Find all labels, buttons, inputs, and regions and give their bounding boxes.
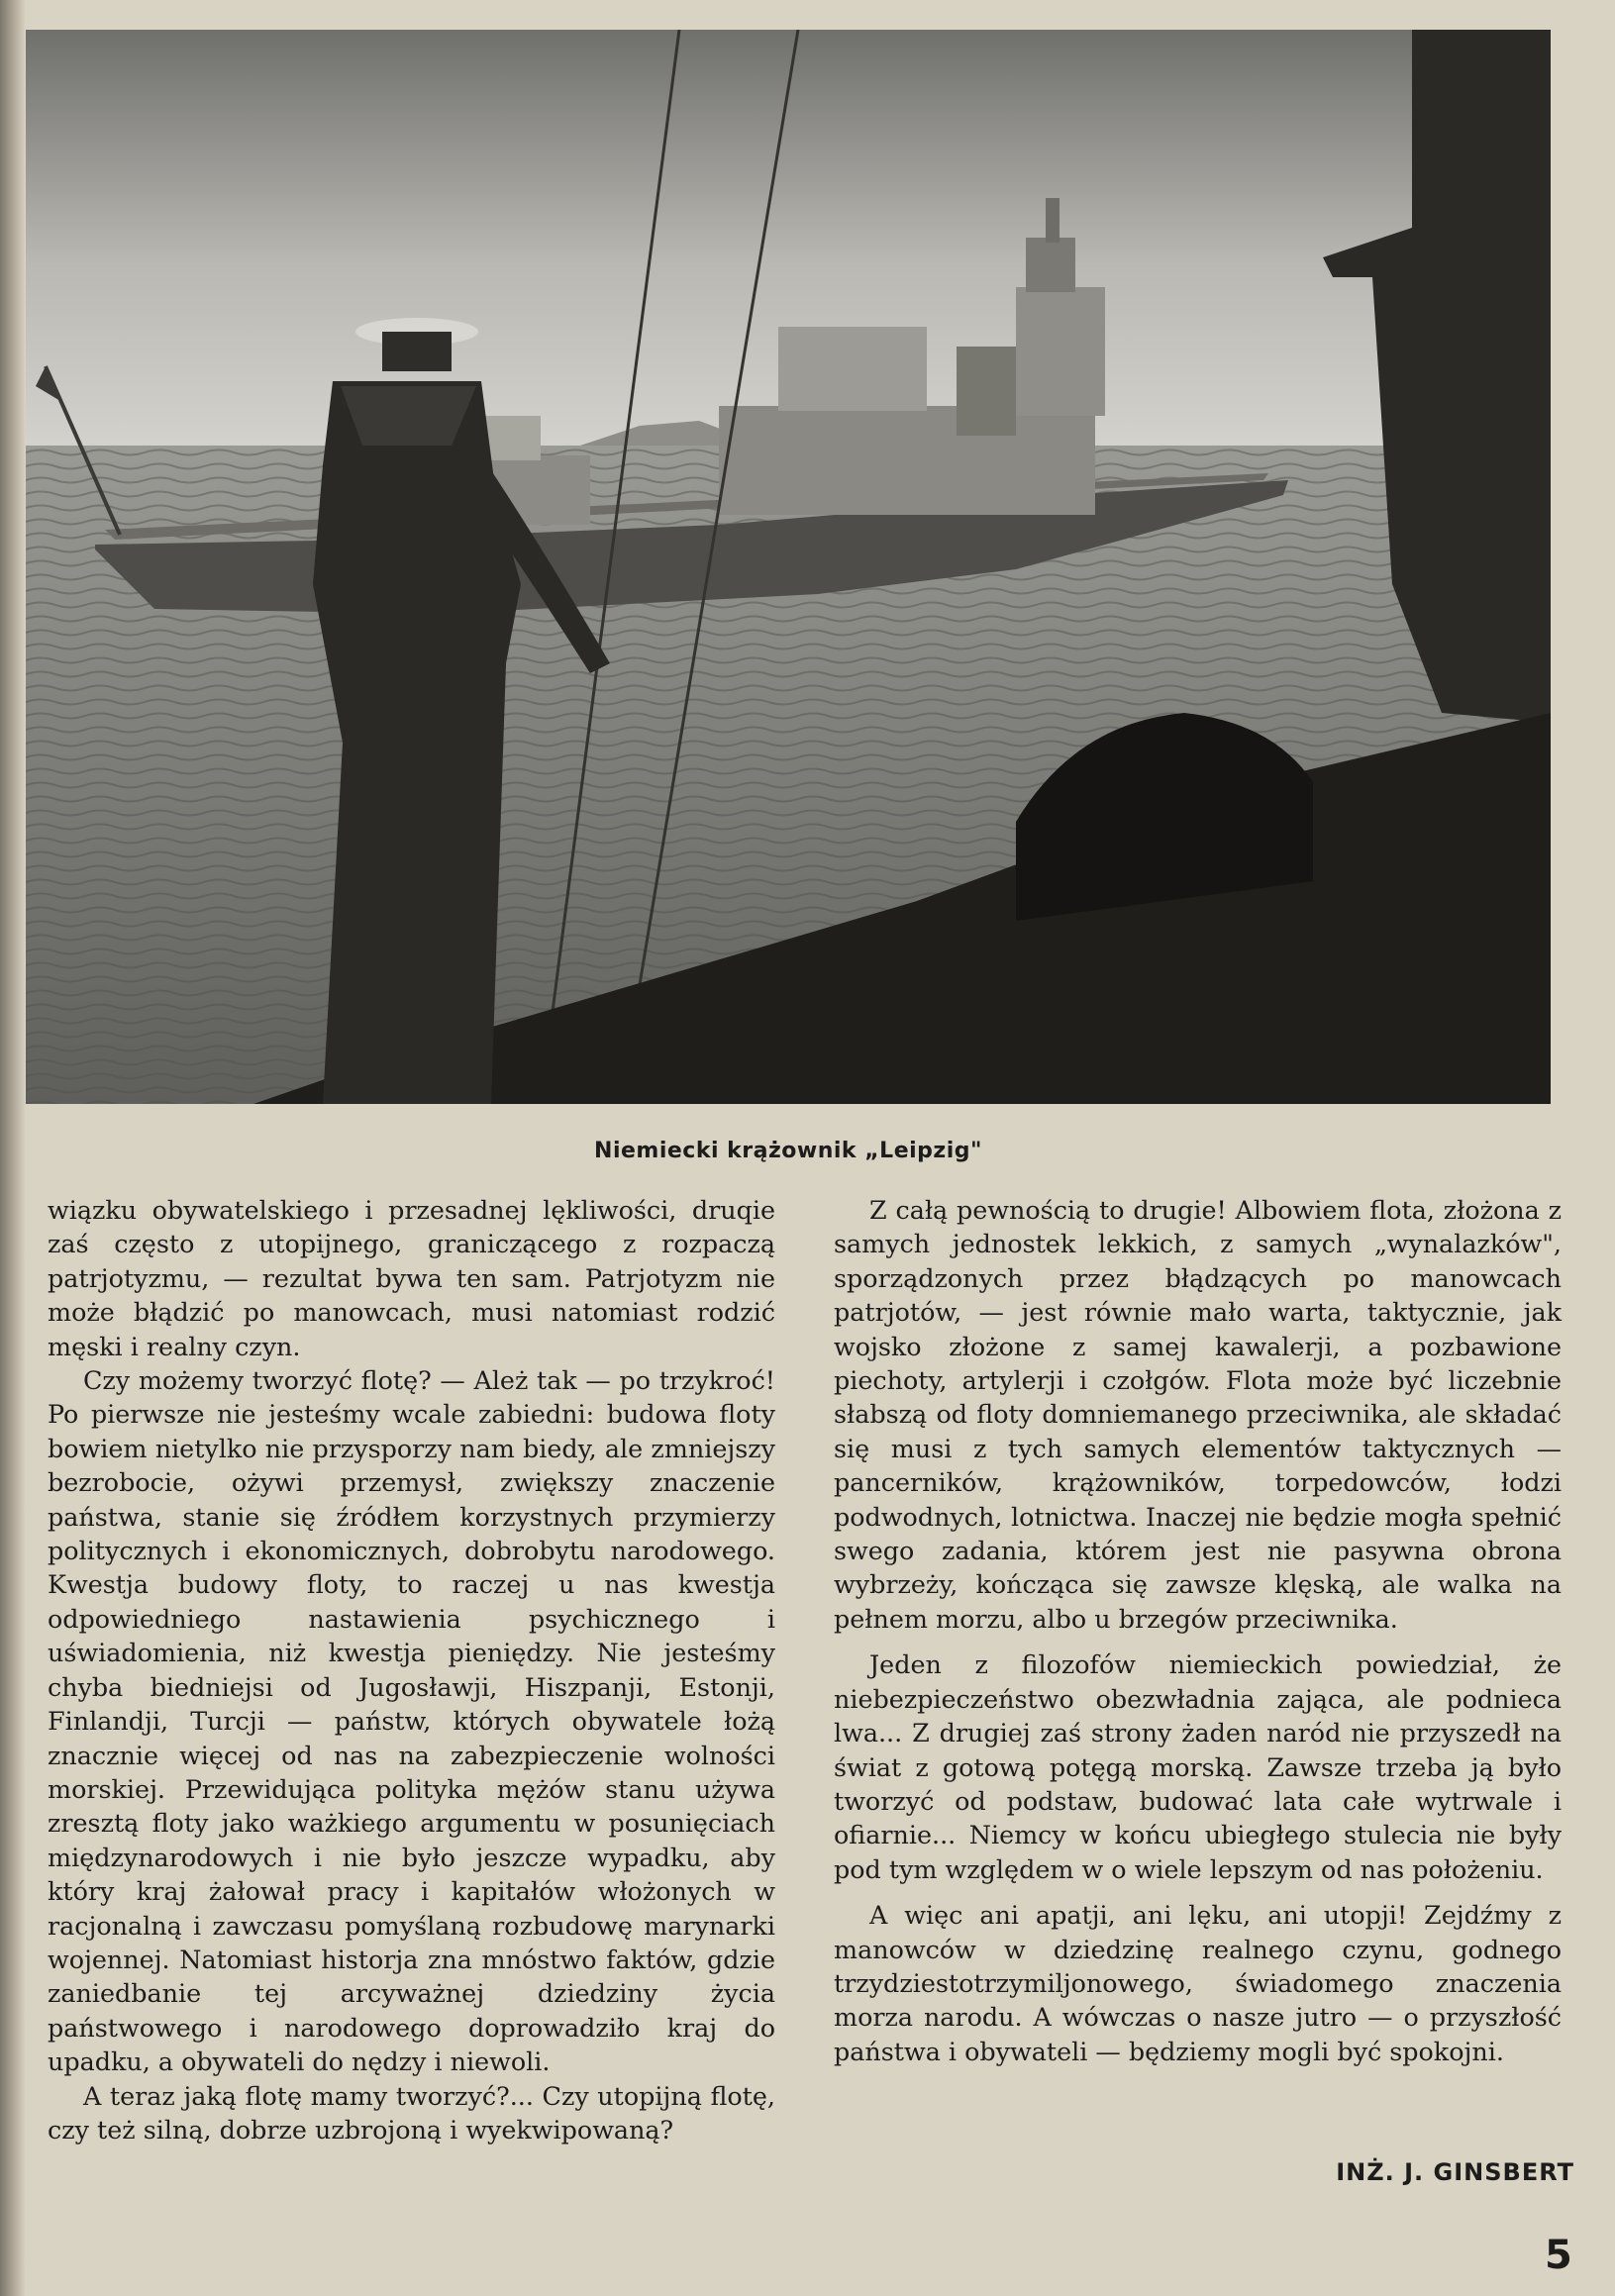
author-signature: INŻ. J. GINSBERT [1336, 2158, 1574, 2186]
cruiser-funnel [957, 347, 1016, 436]
warship-photo [26, 30, 1551, 1104]
photo-caption: Niemiecki krążownik „Leipzig" [594, 1139, 982, 1163]
paragraph: Jeden z filozofów niemieckich powiedział, że niebezpieczeństwo obezwładnia zająca, ale podnieca lwa... Z drugiej zaś strony żaden naród nie przyszedł na świat z gotową potęgą morską. Zawsze trzeba ją było tworzyć od podstaw, budować lata całe wytrwale i ofiarnie... Niemcy w końcu ubiegłego stulecia nie były pod tym względem w o wiele lepszym od nas położeniu. [834, 1649, 1562, 1884]
page-binding-edge [0, 0, 26, 2296]
paragraph: Czy możemy tworzyć flotę? — Ależ tak — po trzykroć! Po pierwsze nie jesteśmy wcale zabiedni: budowa floty bowiem nietylko nie przysporzy nam biedy, ale zmniejszy bezrobocie, ożywi przemysł, zwiększy znaczenie państwa, stanie się źródłem korzystnych przymierzy politycznych i ekonomicznych, dobrobytu narodowego. Kwestja budowy floty, to raczej u nas kwestja odpowiedniego nastawienia psychicznego i uświadomienia, niż kwestja pieniędzy. Nie jesteśmy chyba biedniejsi od Jugosławji, Hiszpanji, Estonji, Finlandji, Turcji — państw, których obywatele łożą znacznie więcej od nas na zabezpieczenie wolności morskiej. Przewidująca polityka mężów stanu używa zresztą floty jako ważkiego argumentu w posunięciach międzynarodowych i nie było jeszcze wypadku, aby który kraj żałował pracy i kapitałów włożonych w racjonalną i zawczasu pomyślaną rozbudowę marynarki wojennej. Natomiast historja zna mnóstwo faktów, gdzie zaniedbanie tej arcyważnej dziedziny życia państwowego i narodowego doprowadziło kraj do upadku, a obywateli do nędzy i niewoli. [48, 1365, 775, 2077]
right-column [834, 1193, 1562, 2068]
page-number: 5 [1545, 2233, 1572, 2278]
left-column [48, 1193, 775, 2146]
paragraph: A więc ani apatji, ani lęku, ani utopji! Zejdźmy z manowców w dziedzinę realnego czynu, godnego trzydziestotrzymiljonowego, świadomego znaczenia morza narodu. A wówczas o nasze jutro — o przyszłość państwa i obywateli — będziemy mogli być spokojni. [834, 1900, 1562, 2066]
paragraph: A teraz jaką flotę mamy tworzyć?... Czy utopijną flotę, czy też silną, dobrze uzbrojoną i wyekwipowaną? [48, 2080, 775, 2145]
paragraph: Z całą pewnością to drugie! Albowiem flota, złożona z samych jednostek lekkich, z samych „wynalazków", sporządzonych przez błądzących po manowcach patrjotów, — jest równie mało warta, taktycznie, jak wojsko złożone z samej kawalerji, a pozbawione piechoty, artylerji i czołgów. Flota może być liczebnie słabszą od floty domniemanego przeciwnika, ale składać się musi z tych samych elementów taktycznych — pancerników, krążowników, torpedowców, łodzi podwodnych, lotnictwa. Inaczej nie będzie mogła spełnić swego zadania, którem jest nie pasywna obrona wybrzeży, kończąca się zawsze klęską, ale walka na pełnem morzu, albo u brzegów przeciwnika. [834, 1195, 1562, 1634]
paragraph: wiązku obywatelskiego i przesadnej lękliwości, druqie zaś często z utopijnego, graniczącego z rozpaczą patrjotyzmu, — rezultat bywa ten sam. Patrjotyzm nie może błądzić po manowcach, musi natomiast rodzić męski i realny czyn. [48, 1195, 775, 1361]
